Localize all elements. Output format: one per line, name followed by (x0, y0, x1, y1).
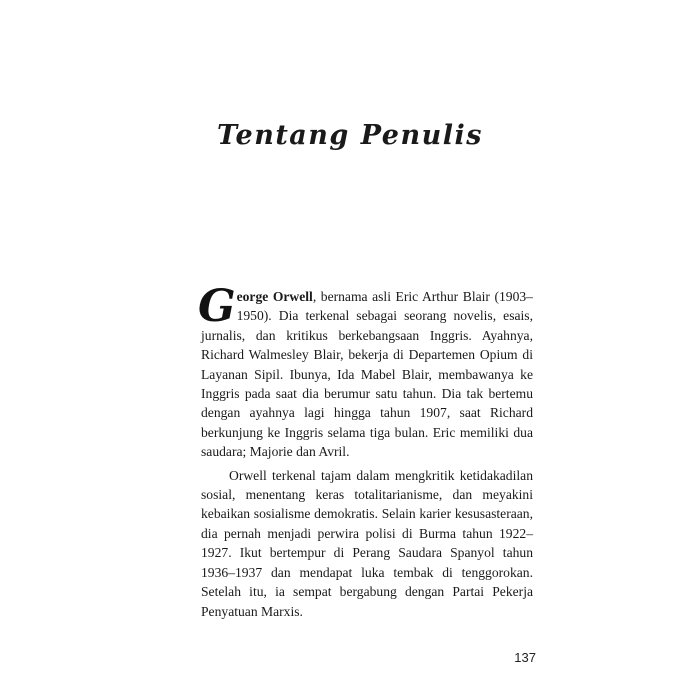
chapter-heading: Tentang Penulis (217, 120, 483, 151)
author-name: eorge Orwell (236, 289, 313, 304)
paragraph-2: Orwell terkenal tajam dalam mengkritik ketidakadilan sosial, menentang keras totalitarianisme, dan meyakini kebaikan sosialisme demokratis. Selain karier kesusasteraan, dia pernah menjadi perwira polisi di Burma tahun 1922–1927. Ikut bertempur di Perang Saudara Spanyol tahun 1936–1937 dan mendapat luka tembak di tenggorokan. Setelah itu, ia sempat bergabung dengan Partai Pekerja Penyatuan Marxis. (201, 467, 533, 619)
paragraph-1-text: , bernama asli Eric Arthur Blair (1903–1950). Dia terkenal sebagai seorang novelis, esais, jurnalis, dan kritikus berkebangsaan Inggris. Ayahnya, Richard Walmesley Blair, bekerja di Departemen Opium di Layanan Sipil. Ibunya, Ida Mabel Blair, membawanya ke Inggris pada saat dia berumur satu tahun. Dia tak bertemu dengan ayahnya lagi hingga tahun 1907, saat Richard berkunjung ke Inggris selama tiga bulan. Eric memiliki dua saudara; Majorie dan Avril. (201, 289, 533, 460)
page-number: 137 (514, 650, 536, 665)
drop-cap: G (198, 281, 236, 332)
body-text (198, 281, 533, 621)
paragraph-1 (198, 281, 533, 462)
